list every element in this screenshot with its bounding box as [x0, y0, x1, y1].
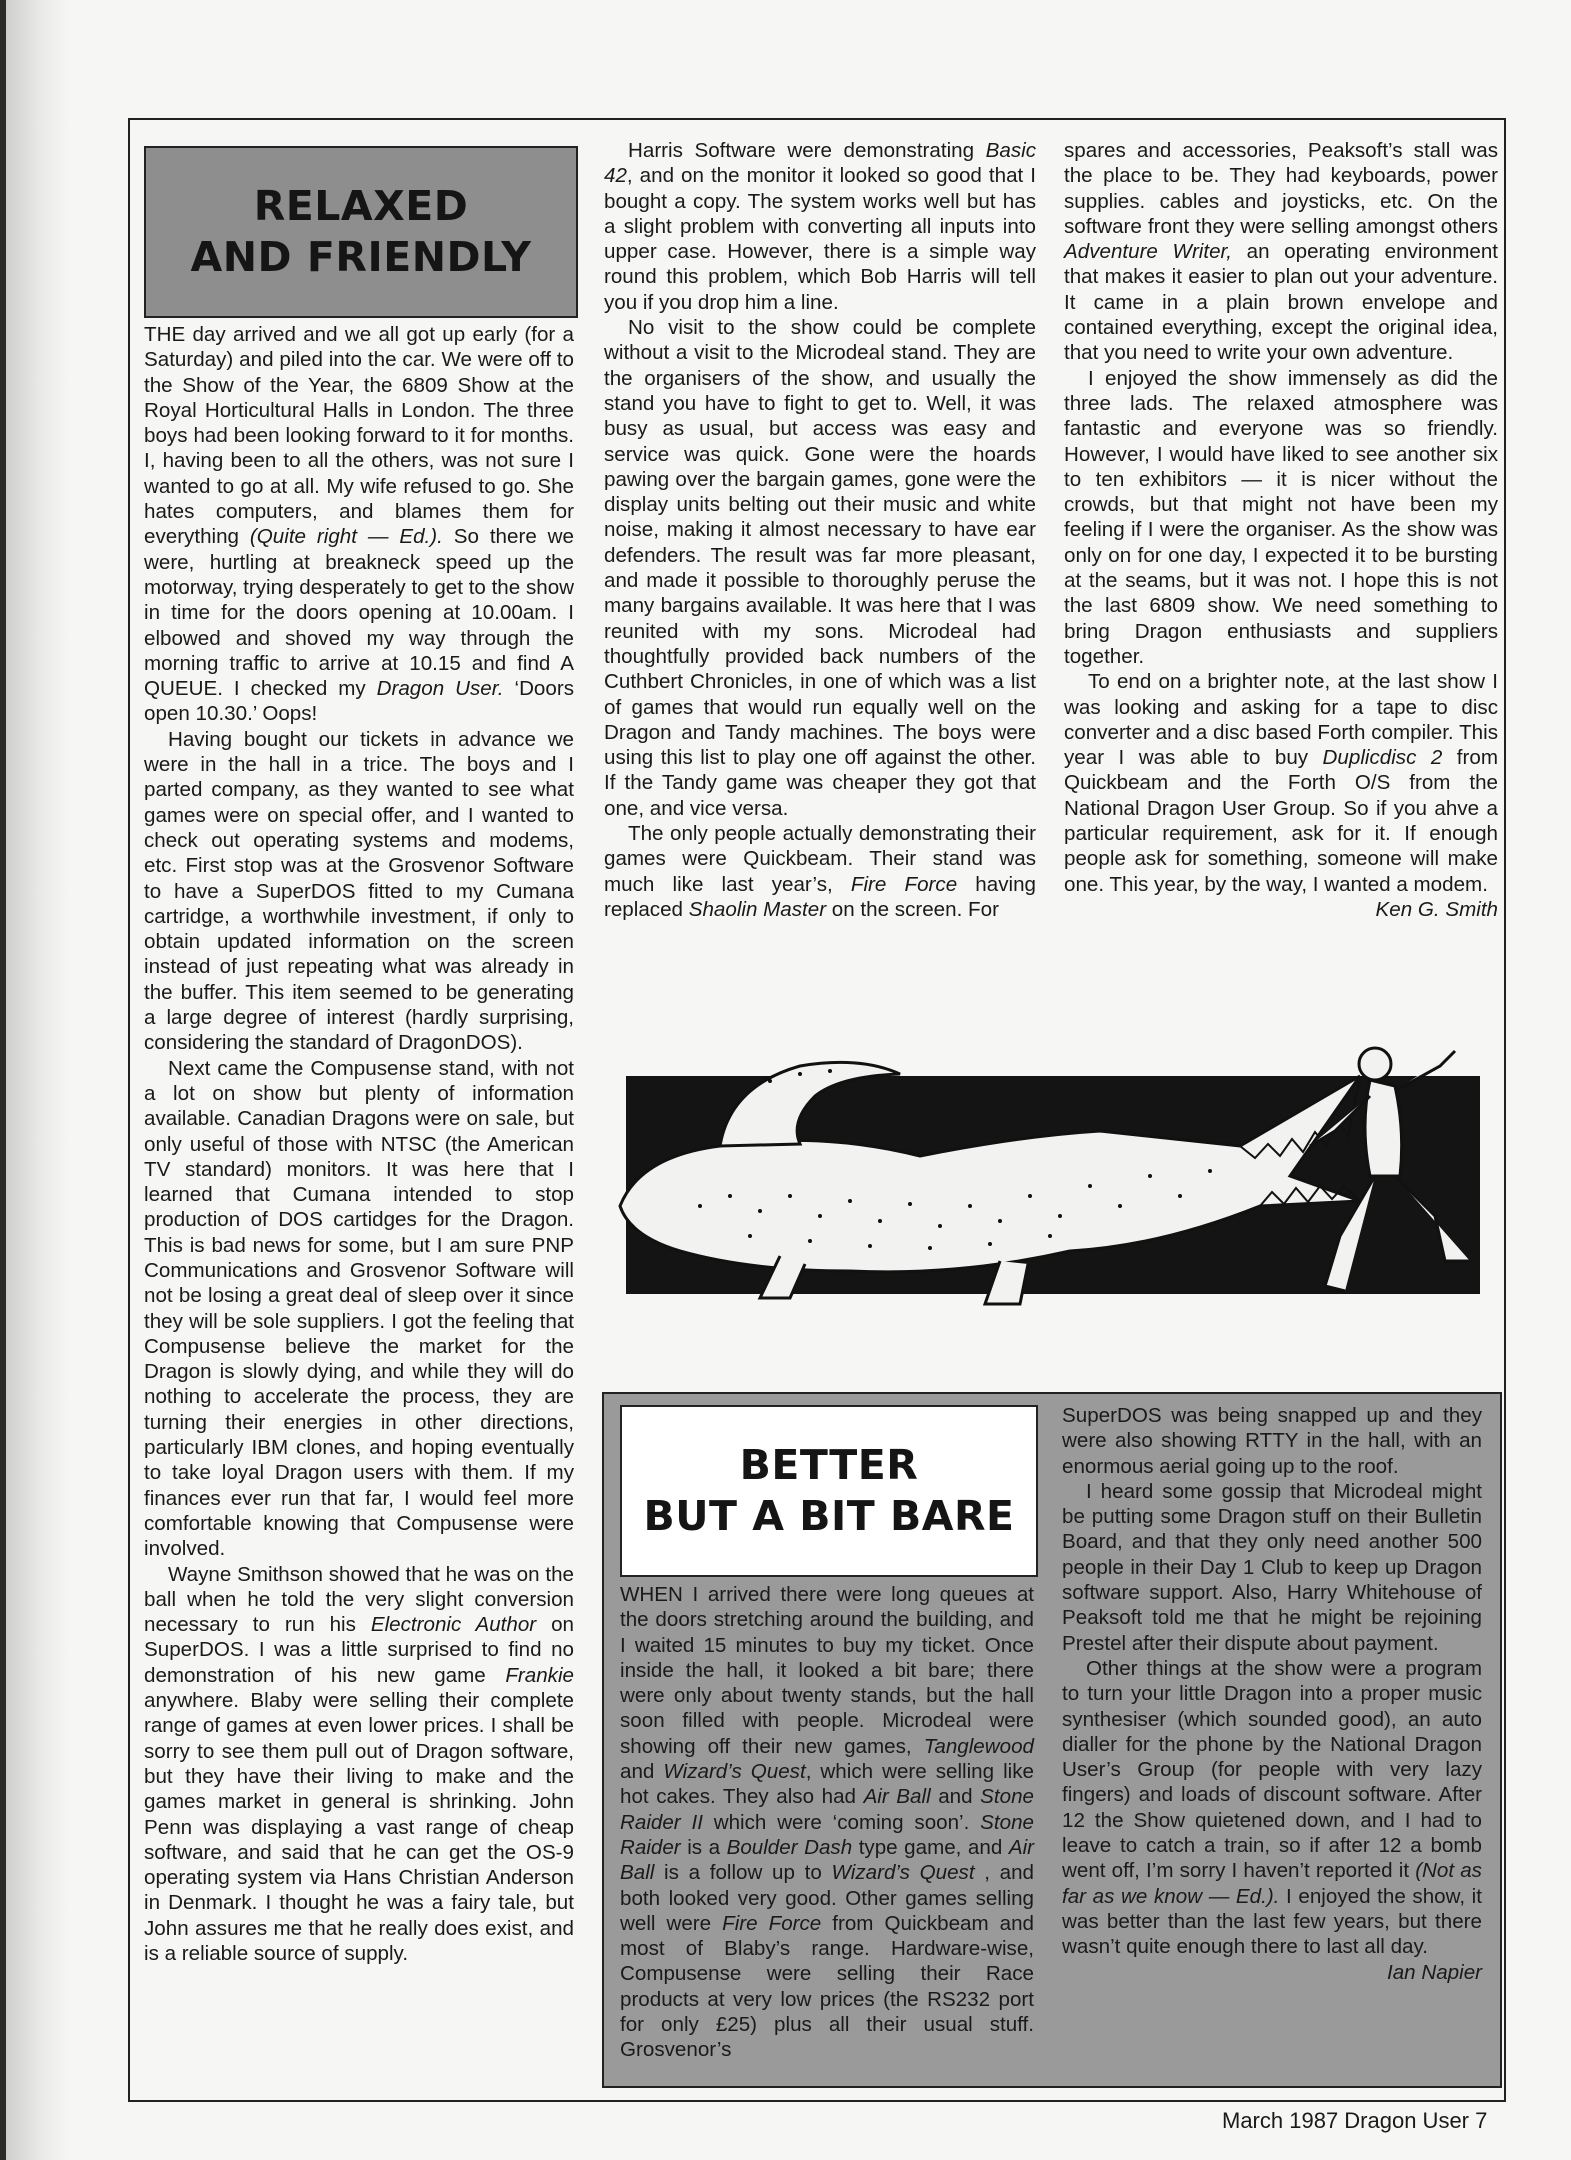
text-run: , which were selling like hot cakes. They also had [620, 1760, 1034, 1809]
text-run: which were ‘coming soon’. [702, 1810, 981, 1834]
text-run: I enjoyed the show immensely as did the three lads. The relaxed atmosphere was fantastic and everyone was so friendly. However, I would have liked to see another six to ten exhibitors — it is nicer without the crowds, but that might not have been my feeling if I were the organiser. As the show was only on for one day, I expected it to be bursting at the seams, but it was not. I hope this is not the last 6809 show. We need something to bring Dragon enthusiasts and suppliers together. [1064, 366, 1498, 668]
paragraph [1064, 366, 1498, 670]
text-run: ‘Doors open 10.30.’ Oops! [144, 677, 574, 726]
text-run-italic: Fire Force [850, 872, 958, 896]
text-run-italic: Duplicdisc 2 [1322, 746, 1443, 770]
text-run: on the screen. For [826, 897, 999, 921]
text-run-italic: Stone Raider II [620, 1785, 1034, 1834]
article2-author: Ian Napier [1386, 1960, 1482, 1984]
text-run: is a [680, 1835, 727, 1859]
text-run: So there we were, hurtling at breakneck speed up the motorway, trying desperately to get to the show in time for the doors opening at 10.00am. I elbowed and shoved my way through the morning traffic to arrive at 10.15 and find A QUEUE. I checked my [144, 525, 575, 701]
text-run: Having bought our tickets in advance we were in the hall in a trice. The boys and I parted company, as they wanted to see what games were on special offer, and I wanted to check out operating systems and modems, etc. First stop was at the Grosvenor Software to have a SuperDOS fitted to my Cumana cartridge, a worthwhile investment, if only to obtain updated information on the screen instead of just repeating what was already in the buffer. This item seemed to be generating a large degree of interest (hardly surprising, considering the standard of DragonDOS). [144, 727, 574, 1055]
paragraph [1062, 1403, 1482, 1479]
text-run: and [620, 1760, 664, 1784]
text-run-italic: (Not as far as we know — Ed.). [1062, 1859, 1482, 1908]
paragraph [604, 315, 1036, 821]
text-run: and [930, 1785, 981, 1809]
text-run: is a follow up to [654, 1861, 832, 1885]
article1-headline [191, 181, 532, 283]
article2-headline-box [620, 1405, 1038, 1577]
paragraph [1064, 138, 1498, 366]
text-run-italic: Frankie [505, 1663, 574, 1687]
text-run-italic: Tanglewood [923, 1734, 1034, 1758]
text-run: on SuperDOS. I was a little surprised to find no demonstration of his new game [144, 1613, 574, 1687]
text-run: I enjoyed the show, it was better than the last few years, but there wasn’t quite enough there to last all day. [1062, 1884, 1482, 1959]
text-run: having replaced [604, 872, 1036, 921]
text-run-italic: Boulder Dash [726, 1835, 853, 1859]
text-run: from Quickbeam and most of Blaby’s range. Hardware-wise, Compusense were selling their Race products at very low prices (the RS232 port for only £25) plus all their usual stuff. Grosvenor’s [620, 1911, 1034, 2062]
text-run-italic: Basic 42 [604, 139, 1036, 188]
paragraph [1062, 1479, 1482, 1656]
paragraph [144, 322, 574, 727]
article1-author: Ken G. Smith [1375, 897, 1498, 921]
text-run: THE day arrived and we all got up early (for a Saturday) and piled into the car. We were off to the Show of the Year, the 6809 Show at the Royal Horticultural Halls in London. The three boys had been looking forward to it for months. I, having been to all the others, was not sure I wanted to go at all. My wife refused to go. She hates computers, and blames them for everything [144, 323, 574, 549]
paragraph [1062, 1656, 1482, 1960]
article1-column-3 [1064, 138, 1498, 922]
text-run: No visit to the show could be complete without a visit to the Microdeal stand. They are the organisers of the show, and usually the stand you have to fight to get to. Well, it was busy as usual, but access was easy and service was quick. Gone were the hoards pawing over the bargain games, gone were the display units belting out their music and white noise, making it almost necessary to have ear defenders. The result was far more pleasant, and made it possible to thoroughly peruse the many bargains available. It was here that I was reunited with my sons. Microdeal had thoughtfully provided back numbers of the Cuthbert Chronicles, in one of which was a list of games that would run equally well on the Dragon and Tandy machines. The boys were using this list to play one off against the other. If the Tandy game was cheaper they got that one, and vice versa. [604, 316, 1036, 820]
paragraph [144, 1562, 574, 1967]
paragraph [604, 138, 1036, 315]
text-run: anywhere. Blaby were selling their complete range of games at even lower prices. I shall be sorry to see them pull out of Dragon software, but they have their living to make and the games market in general is shrinking. John Penn was displaying a vast range of cheap software, and said that he can get the OS-9 operating system via Hans Christian Anderson in Denmark. I thought he was a fairy tale, but John assures me that he really does exist, and is a reliable source of supply. [144, 1689, 574, 1965]
article2-column-1 [620, 1582, 1034, 2063]
paragraph [1064, 669, 1498, 897]
text-run: Next came the Compusense stand, with not a lot on show but plenty of information available. Canadian Dragons were on sale, but only useful of those with NTSC (the American TV standard) monitors. It was here that I learned that Cumana intended to stop production of DOS cartidges for the Dragon. This is bad news for some, but I am sure PNP Communications and Grosvenor Software will not be losing a great deal of sleep over it since they will be sole suppliers. I got the feeling that Compusense believe the market for the Dragon is slowly dying, and while they will do nothing to accelerate the process, they are turning their energies in other directions, particularly IBM clones, and hoping eventually to take loyal Dragon users with them. If my finances ever run that far, I would feel more comfortable knowing that Compusense were involved. [144, 1056, 574, 1561]
text-run-italic: Air Ball [620, 1835, 1034, 1885]
text-run: The only people actually demonstrating their games were Quickbeam. Their stand was much like last year’s, [604, 822, 1036, 896]
paragraph [620, 1582, 1034, 2063]
paragraph [144, 727, 574, 1056]
text-run-italic: Stone Raider [620, 1810, 1034, 1859]
text-run: Wayne Smithson showed that he was on the ball when he told the very slight conversion necessary to run his [144, 1562, 574, 1637]
paragraph [144, 1056, 574, 1562]
headline-line: RELAXED [253, 182, 469, 230]
text-run-italic: Dragon User. [376, 677, 504, 701]
text-run-italic: Air Ball [863, 1785, 931, 1809]
article2-column-2 [1062, 1403, 1482, 1985]
headline-line: BETTER [739, 1441, 919, 1489]
text-run-italic: Adventure Writer, [1064, 240, 1232, 264]
headline-line: BUT A BIT BARE [643, 1492, 1015, 1540]
article1-column-2 [604, 138, 1036, 922]
text-run: an operating environment that makes it easier to plan out your adventure. It came in a plain brown envelope and contained everything, except the original idea, that you need to write your own adventure. [1064, 240, 1498, 365]
article1-headline-box [144, 146, 578, 318]
text-run-italic: Fire Force [722, 1911, 822, 1935]
page-spine-shadow [0, 0, 70, 2160]
text-run: , and both looked very good. Other games selling well were [620, 1861, 1034, 1935]
text-run: from Quickbeam and the Forth O/S from the National Dragon User Group. So if you ahve a particular requirement, ask for it. If enough people ask for something, someone will make one. This year, by the way, I wanted a modem. [1064, 746, 1498, 896]
page-spine-edge [0, 0, 6, 2160]
text-run: I heard some gossip that Microdeal might be putting some Dragon stuff on their Bulletin Board, and that they only need another 500 people in their Day 1 Club to keep up Dragon software support. Also, Harry Whitehouse of Peaksoft told me that he might be rejoining Prestel after their dispute about payment. [1062, 1479, 1482, 1655]
text-run: SuperDOS was being snapped up and they were also showing RTTY in the hall, with an enormous aerial going up to the roof. [1062, 1404, 1482, 1478]
text-run: Harris Software were demonstrating [628, 139, 986, 162]
text-run: WHEN I arrived there were long queues at the doors stretching around the building, and I waited 15 minutes to buy my ticket. Once inside the hall, it looked a bit bare; there were only about twenty stands, but the hall soon filled with people. Microdeal were showing off their new games, [620, 1583, 1034, 1758]
paragraph [604, 821, 1036, 922]
text-run: spares and accessories, Peaksoft’s stall was the place to be. They had keyboards, power supplies. cables and joysticks, etc. On the software front they were selling amongst others [1064, 139, 1498, 238]
text-run-italic: Electronic Author [370, 1613, 537, 1637]
text-run: To end on a brighter note, at the last show I was looking and asking for a tape to disc converter and a disc based Forth compiler. This year I was able to buy [1064, 670, 1498, 770]
text-run: type game, and [852, 1835, 1009, 1859]
headline-line: AND FRIENDLY [190, 233, 532, 281]
text-run-italic: Wizard’s Quest [663, 1760, 806, 1784]
text-run-italic: Shaolin Master [688, 897, 827, 921]
page-footer: March 1987 Dragon User 7 [1222, 2108, 1488, 2133]
text-run: , and on the monitor it looked so good that I bought a copy. The system works well but has a slight problem with converting all inputs into upper case. However, there is a simple way round this problem, which Bob Harris will tell you if you drop him a line. [604, 164, 1036, 314]
text-run: Other things at the show were a program to turn your little Dragon into a proper music synthesiser (which sounded good), an auto dialler for the phone by the National Dragon User’s Group (for people with very lazy fingers) and loads of discount software. After 12 the Show quietened down, and I had to leave to catch a train, so if after 12 a bomb went off, I’m sorry I haven’t reported it [1062, 1656, 1482, 1883]
article2-headline [643, 1440, 1014, 1542]
crocodile-chasing-man-illustration [600, 1036, 1500, 1336]
text-run-italic: Wizard’s Quest [831, 1861, 975, 1885]
article1-column-1 [144, 322, 574, 1966]
text-run-italic: (Quite right — Ed.). [249, 525, 443, 549]
